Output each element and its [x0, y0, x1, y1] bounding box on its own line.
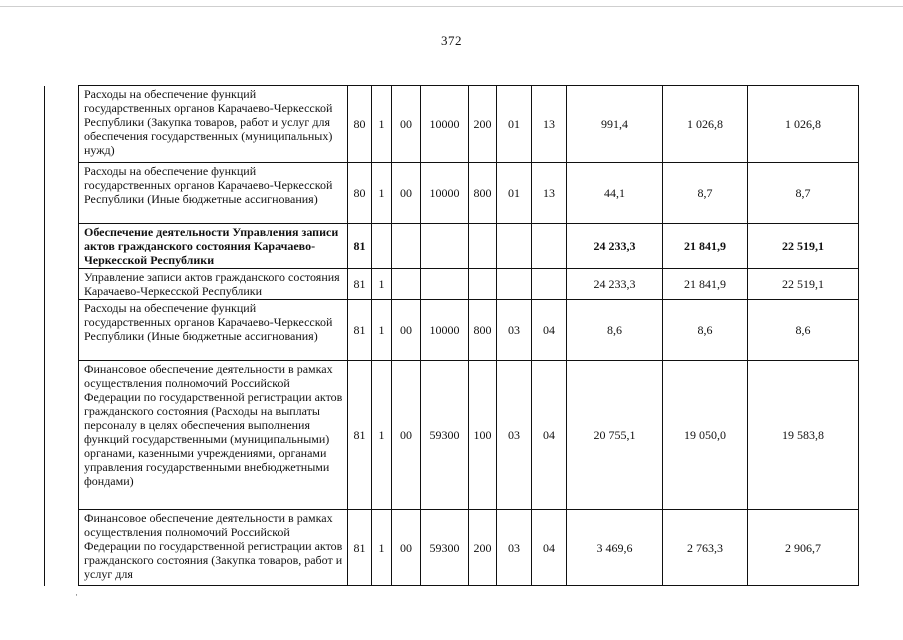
- code-cell: 1: [372, 361, 392, 510]
- code-cell: 80: [348, 163, 372, 224]
- code-cell: 800: [469, 300, 497, 361]
- margin-cell: [45, 300, 79, 361]
- code-cell: 1: [372, 86, 392, 163]
- table-row: [45, 269, 859, 300]
- code-cell: [469, 269, 497, 300]
- table-row: [45, 86, 859, 163]
- amount-cell: 20 755,1: [567, 361, 663, 510]
- row-name: Расходы на обеспечение функций государственных органов Карачаево-Черкесской Республики (Закупка товаров, работ и услуг для обеспечения государственных (муниципальных) нужд): [79, 86, 348, 163]
- margin-cell: [45, 361, 79, 510]
- amount-cell: 8,6: [663, 300, 748, 361]
- code-cell: 00: [392, 86, 421, 163]
- code-cell: 00: [392, 510, 421, 586]
- amount-cell: 3 469,6: [567, 510, 663, 586]
- code-cell: 04: [532, 300, 567, 361]
- row-name: Расходы на обеспечение функций государственных органов Карачаево-Черкесской Республики (Иные бюджетные ассигнования): [79, 163, 348, 224]
- code-cell: [497, 224, 532, 269]
- top-scan-rule: [0, 6, 903, 7]
- row-name: Финансовое обеспечение деятельности в рамках осуществления полномочий Российской Федерации по государственной регистрации актов гражданского состояния (Закупка товаров, работ и услуг для: [79, 510, 348, 586]
- code-cell: 01: [497, 163, 532, 224]
- code-cell: 03: [497, 361, 532, 510]
- amount-cell: 1 026,8: [748, 86, 859, 163]
- amount-cell: 2 906,7: [748, 510, 859, 586]
- code-cell: 59300: [421, 361, 469, 510]
- row-name: Финансовое обеспечение деятельности в рамках осуществления полномочий Российской Федерации по государственной регистрации актов гражданского состояния (Расходы на выплаты персоналу в целях обеспечения выполнения функций государственными (муниципальными) органами, казенными учреждениями, органами управления государственными внебюджетными фондами): [79, 361, 348, 510]
- code-cell: 1: [372, 163, 392, 224]
- margin-cell: [45, 224, 79, 269]
- amount-cell: 2 763,3: [663, 510, 748, 586]
- row-name: Обеспечение деятельности Управления записи актов гражданского состояния Карачаево-Черкесской Республики: [79, 224, 348, 269]
- code-cell: 10000: [421, 163, 469, 224]
- code-cell: 59300: [421, 510, 469, 586]
- table-row: [45, 300, 859, 361]
- amount-cell: 19 583,8: [748, 361, 859, 510]
- amount-cell: 8,7: [663, 163, 748, 224]
- code-cell: 1: [372, 510, 392, 586]
- row-name: Управление записи актов гражданского состояния Карачаево-Черкесской Республики: [79, 269, 348, 300]
- code-cell: [532, 224, 567, 269]
- code-cell: [532, 269, 567, 300]
- code-cell: 800: [469, 163, 497, 224]
- margin-cell: [45, 269, 79, 300]
- amount-cell: 8,7: [748, 163, 859, 224]
- code-cell: [421, 224, 469, 269]
- row-name: Расходы на обеспечение функций государственных органов Карачаево-Черкесской Республики (Иные бюджетные ассигнования): [79, 300, 348, 361]
- code-cell: 04: [532, 361, 567, 510]
- amount-cell: 22 519,1: [748, 224, 859, 269]
- amount-cell: 19 050,0: [663, 361, 748, 510]
- code-cell: 1: [372, 269, 392, 300]
- margin-cell: [45, 86, 79, 163]
- code-cell: [421, 269, 469, 300]
- amount-cell: 24 233,3: [567, 269, 663, 300]
- code-cell: 04: [532, 510, 567, 586]
- code-cell: 03: [497, 510, 532, 586]
- code-cell: 81: [348, 269, 372, 300]
- code-cell: [392, 224, 421, 269]
- code-cell: 81: [348, 510, 372, 586]
- table-row: [45, 510, 859, 586]
- amount-cell: 1 026,8: [663, 86, 748, 163]
- amount-cell: 8,6: [567, 300, 663, 361]
- code-cell: 00: [392, 163, 421, 224]
- table-row: [45, 361, 859, 510]
- margin-cell: [45, 510, 79, 586]
- code-cell: 10000: [421, 86, 469, 163]
- page-number: 372: [441, 33, 462, 48]
- table-row: [45, 224, 859, 269]
- code-cell: 00: [392, 361, 421, 510]
- amount-cell: 8,6: [748, 300, 859, 361]
- amount-cell: 991,4: [567, 86, 663, 163]
- amount-cell: 22 519,1: [748, 269, 859, 300]
- amount-cell: 44,1: [567, 163, 663, 224]
- table-row: [45, 163, 859, 224]
- budget-table: [44, 85, 859, 586]
- amount-cell: 24 233,3: [567, 224, 663, 269]
- code-cell: 03: [497, 300, 532, 361]
- code-cell: 100: [469, 361, 497, 510]
- code-cell: 13: [532, 86, 567, 163]
- margin-cell: [45, 163, 79, 224]
- code-cell: 81: [348, 361, 372, 510]
- scan-speck: ·: [75, 590, 78, 600]
- code-cell: 13: [532, 163, 567, 224]
- amount-cell: 21 841,9: [663, 224, 748, 269]
- code-cell: 81: [348, 224, 372, 269]
- code-cell: [392, 269, 421, 300]
- code-cell: [497, 269, 532, 300]
- code-cell: 1: [372, 300, 392, 361]
- code-cell: 00: [392, 300, 421, 361]
- amount-cell: 21 841,9: [663, 269, 748, 300]
- code-cell: 200: [469, 510, 497, 586]
- code-cell: 80: [348, 86, 372, 163]
- code-cell: [372, 224, 392, 269]
- code-cell: 01: [497, 86, 532, 163]
- code-cell: 81: [348, 300, 372, 361]
- code-cell: 10000: [421, 300, 469, 361]
- code-cell: 200: [469, 86, 497, 163]
- code-cell: [469, 224, 497, 269]
